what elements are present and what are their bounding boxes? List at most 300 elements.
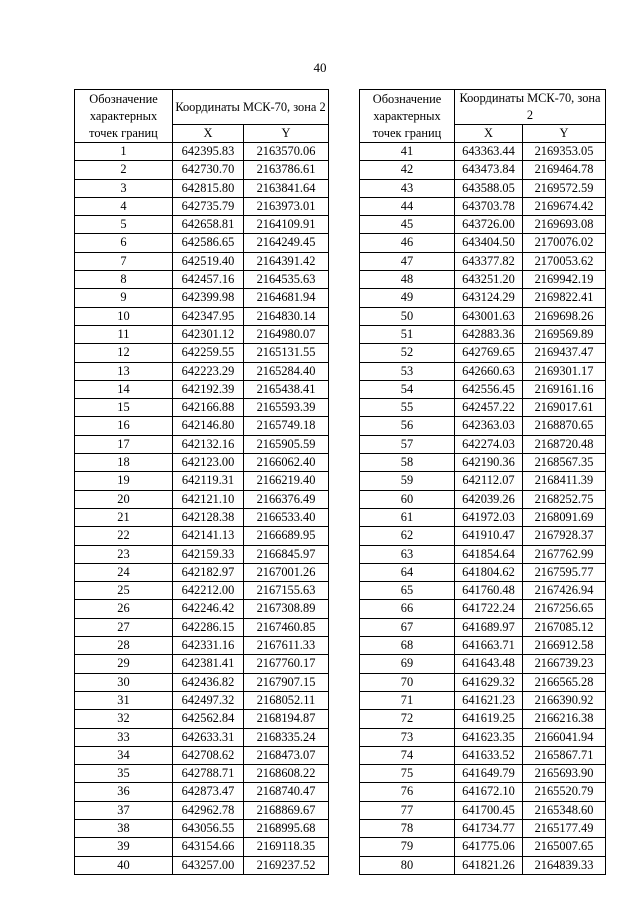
table-row xyxy=(360,325,606,343)
coord-y: 2167907.15 xyxy=(244,673,329,691)
table-row xyxy=(360,344,606,362)
table-row xyxy=(360,161,606,179)
table-row xyxy=(75,380,329,398)
point-number: 16 xyxy=(75,417,173,435)
coord-y: 2163570.06 xyxy=(244,143,329,161)
coord-y: 2168567.35 xyxy=(523,454,606,472)
coord-x: 642182.97 xyxy=(173,563,244,581)
coord-x: 642190.36 xyxy=(455,454,523,472)
coord-y: 2167460.85 xyxy=(244,618,329,636)
coord-y: 2169437.47 xyxy=(523,344,606,362)
coord-y: 2164681.94 xyxy=(244,289,329,307)
point-number: 77 xyxy=(360,801,455,819)
header-x: X xyxy=(455,125,523,143)
point-number: 75 xyxy=(360,765,455,783)
coord-y: 2165593.39 xyxy=(244,399,329,417)
table-row xyxy=(360,819,606,837)
coord-x: 643377.82 xyxy=(455,252,523,270)
header-coords-label: Координаты МСК-70, зона 2 xyxy=(173,90,329,125)
coord-x: 643588.05 xyxy=(455,179,523,197)
point-number: 27 xyxy=(75,618,173,636)
point-number: 78 xyxy=(360,819,455,837)
table-row xyxy=(75,435,329,453)
table-row xyxy=(360,765,606,783)
point-number: 29 xyxy=(75,655,173,673)
coord-y: 2166689.95 xyxy=(244,527,329,545)
table-row xyxy=(360,307,606,325)
point-number: 6 xyxy=(75,234,173,252)
coord-x: 643257.00 xyxy=(173,856,244,874)
coord-y: 2167760.17 xyxy=(244,655,329,673)
table-row xyxy=(75,179,329,197)
coord-y: 2166912.58 xyxy=(523,637,606,655)
point-number: 58 xyxy=(360,454,455,472)
table-row xyxy=(75,216,329,234)
table-row xyxy=(75,673,329,691)
coord-x: 642274.03 xyxy=(455,435,523,453)
coord-x: 642363.03 xyxy=(455,417,523,435)
coord-x: 642708.62 xyxy=(173,746,244,764)
header-point-label: Обозначение характерных точек границ xyxy=(75,90,173,143)
point-number: 46 xyxy=(360,234,455,252)
coord-x: 642246.42 xyxy=(173,600,244,618)
table-body-left xyxy=(75,143,329,875)
coord-y: 2170076.02 xyxy=(523,234,606,252)
page-number: 40 xyxy=(313,60,327,75)
point-number: 37 xyxy=(75,801,173,819)
coord-x: 643001.63 xyxy=(455,307,523,325)
table-row xyxy=(75,801,329,819)
table-row xyxy=(360,271,606,289)
table-row xyxy=(75,783,329,801)
coord-y: 2168473.07 xyxy=(244,746,329,764)
coord-x: 641621.23 xyxy=(455,691,523,709)
point-number: 53 xyxy=(360,362,455,380)
point-number: 48 xyxy=(360,271,455,289)
coord-x: 642586.65 xyxy=(173,234,244,252)
coord-y: 2169942.19 xyxy=(523,271,606,289)
point-number: 20 xyxy=(75,490,173,508)
point-number: 71 xyxy=(360,691,455,709)
coord-y: 2164249.45 xyxy=(244,234,329,252)
coord-y: 2168720.48 xyxy=(523,435,606,453)
table-row xyxy=(75,582,329,600)
point-number: 79 xyxy=(360,838,455,856)
point-number: 17 xyxy=(75,435,173,453)
coord-x: 641633.52 xyxy=(455,746,523,764)
table-row xyxy=(75,289,329,307)
point-number: 30 xyxy=(75,673,173,691)
coord-y: 2166845.97 xyxy=(244,545,329,563)
table-row xyxy=(75,856,329,874)
point-number: 68 xyxy=(360,637,455,655)
coord-x: 642119.31 xyxy=(173,472,244,490)
point-number: 26 xyxy=(75,600,173,618)
point-number: 3 xyxy=(75,179,173,197)
point-number: 23 xyxy=(75,545,173,563)
table-row xyxy=(360,673,606,691)
coord-y: 2165749.18 xyxy=(244,417,329,435)
coord-y: 2167308.89 xyxy=(244,600,329,618)
point-number: 57 xyxy=(360,435,455,453)
point-number: 69 xyxy=(360,655,455,673)
point-number: 7 xyxy=(75,252,173,270)
coord-x: 642301.12 xyxy=(173,325,244,343)
coord-y: 2166739.23 xyxy=(523,655,606,673)
coord-y: 2167001.26 xyxy=(244,563,329,581)
coord-x: 642457.16 xyxy=(173,271,244,289)
coord-x: 642146.80 xyxy=(173,417,244,435)
table-row xyxy=(75,545,329,563)
table-row xyxy=(360,710,606,728)
coord-y: 2169161.16 xyxy=(523,380,606,398)
coord-x: 641722.24 xyxy=(455,600,523,618)
table-row xyxy=(360,508,606,526)
coord-x: 641910.47 xyxy=(455,527,523,545)
coord-x: 641700.45 xyxy=(455,801,523,819)
coord-x: 642192.39 xyxy=(173,380,244,398)
coord-y: 2169353.05 xyxy=(523,143,606,161)
table-row xyxy=(360,582,606,600)
table-row xyxy=(75,637,329,655)
table-row xyxy=(360,600,606,618)
coord-x: 642658.81 xyxy=(173,216,244,234)
point-number: 21 xyxy=(75,508,173,526)
coord-y: 2168869.67 xyxy=(244,801,329,819)
table-row xyxy=(75,197,329,215)
table-row xyxy=(360,527,606,545)
table-row xyxy=(360,454,606,472)
coord-y: 2165520.79 xyxy=(523,783,606,801)
coord-x: 643473.84 xyxy=(455,161,523,179)
table-row xyxy=(360,362,606,380)
table-row xyxy=(75,490,329,508)
coord-x: 641643.48 xyxy=(455,655,523,673)
point-number: 24 xyxy=(75,563,173,581)
point-number: 2 xyxy=(75,161,173,179)
point-number: 63 xyxy=(360,545,455,563)
point-number: 39 xyxy=(75,838,173,856)
point-number: 43 xyxy=(360,179,455,197)
coord-x: 642436.82 xyxy=(173,673,244,691)
coord-y: 2167762.99 xyxy=(523,545,606,563)
point-number: 19 xyxy=(75,472,173,490)
table-row xyxy=(360,746,606,764)
point-number: 5 xyxy=(75,216,173,234)
coord-x: 641623.35 xyxy=(455,728,523,746)
point-number: 28 xyxy=(75,637,173,655)
table-row xyxy=(360,417,606,435)
coord-x: 643154.66 xyxy=(173,838,244,856)
coord-x: 642633.31 xyxy=(173,728,244,746)
point-number: 40 xyxy=(75,856,173,874)
table-row xyxy=(75,819,329,837)
coord-y: 2168411.39 xyxy=(523,472,606,490)
point-number: 8 xyxy=(75,271,173,289)
coord-x: 641629.32 xyxy=(455,673,523,691)
table-row xyxy=(75,655,329,673)
table-row xyxy=(75,325,329,343)
coord-y: 2169569.89 xyxy=(523,325,606,343)
coord-y: 2167611.33 xyxy=(244,637,329,655)
coord-x: 641689.97 xyxy=(455,618,523,636)
point-number: 51 xyxy=(360,325,455,343)
table-row xyxy=(360,197,606,215)
coord-x: 643726.00 xyxy=(455,216,523,234)
table-row xyxy=(360,252,606,270)
coord-y: 2168091.69 xyxy=(523,508,606,526)
coord-y: 2168335.24 xyxy=(244,728,329,746)
point-number: 65 xyxy=(360,582,455,600)
point-number: 44 xyxy=(360,197,455,215)
point-number: 59 xyxy=(360,472,455,490)
table-row xyxy=(360,234,606,252)
coord-x: 641619.25 xyxy=(455,710,523,728)
header-coords-label: Координаты МСК-70, зона 2 xyxy=(455,90,606,125)
header-y: Y xyxy=(244,125,329,143)
table-row xyxy=(360,563,606,581)
coord-y: 2165177.49 xyxy=(523,819,606,837)
coord-x: 641804.62 xyxy=(455,563,523,581)
coord-y: 2163973.01 xyxy=(244,197,329,215)
table-row xyxy=(75,728,329,746)
coord-y: 2166376.49 xyxy=(244,490,329,508)
coord-x: 641760.48 xyxy=(455,582,523,600)
coord-y: 2168740.47 xyxy=(244,783,329,801)
table-row xyxy=(75,765,329,783)
coord-x: 642286.15 xyxy=(173,618,244,636)
point-number: 25 xyxy=(75,582,173,600)
coord-y: 2168194.87 xyxy=(244,710,329,728)
table-row xyxy=(360,783,606,801)
point-number: 10 xyxy=(75,307,173,325)
point-number: 31 xyxy=(75,691,173,709)
point-number: 61 xyxy=(360,508,455,526)
coord-x: 642815.80 xyxy=(173,179,244,197)
coord-y: 2168870.65 xyxy=(523,417,606,435)
coord-x: 642883.36 xyxy=(455,325,523,343)
coord-x: 641972.03 xyxy=(455,508,523,526)
coord-y: 2165348.60 xyxy=(523,801,606,819)
point-number: 76 xyxy=(360,783,455,801)
table-row xyxy=(360,143,606,161)
coord-y: 2167928.37 xyxy=(523,527,606,545)
coord-y: 2169693.08 xyxy=(523,216,606,234)
table-row xyxy=(75,508,329,526)
coordinates-table-right xyxy=(359,89,606,875)
table-row xyxy=(360,490,606,508)
coord-x: 643363.44 xyxy=(455,143,523,161)
coord-x: 643404.50 xyxy=(455,234,523,252)
table-row xyxy=(75,563,329,581)
coord-y: 2164839.33 xyxy=(523,856,606,874)
point-number: 14 xyxy=(75,380,173,398)
coord-x: 641854.64 xyxy=(455,545,523,563)
table-row xyxy=(75,252,329,270)
table-row xyxy=(360,545,606,563)
point-number: 18 xyxy=(75,454,173,472)
table-row xyxy=(360,856,606,874)
coord-y: 2166390.92 xyxy=(523,691,606,709)
coord-x: 642212.00 xyxy=(173,582,244,600)
coord-x: 642497.32 xyxy=(173,691,244,709)
coord-x: 642141.13 xyxy=(173,527,244,545)
point-number: 33 xyxy=(75,728,173,746)
point-number: 1 xyxy=(75,143,173,161)
coord-y: 2169118.35 xyxy=(244,838,329,856)
point-number: 60 xyxy=(360,490,455,508)
point-number: 67 xyxy=(360,618,455,636)
coord-y: 2165867.71 xyxy=(523,746,606,764)
coord-x: 642347.95 xyxy=(173,307,244,325)
coord-x: 642735.79 xyxy=(173,197,244,215)
point-number: 47 xyxy=(360,252,455,270)
coord-y: 2169674.42 xyxy=(523,197,606,215)
coord-y: 2167155.63 xyxy=(244,582,329,600)
table-row xyxy=(75,161,329,179)
coord-x: 642223.29 xyxy=(173,362,244,380)
table-row xyxy=(75,710,329,728)
coord-y: 2163841.64 xyxy=(244,179,329,197)
coord-y: 2165007.65 xyxy=(523,838,606,856)
coord-x: 642769.65 xyxy=(455,344,523,362)
point-number: 80 xyxy=(360,856,455,874)
coord-x: 643056.55 xyxy=(173,819,244,837)
point-number: 64 xyxy=(360,563,455,581)
coordinates-table-left xyxy=(74,89,329,875)
point-number: 50 xyxy=(360,307,455,325)
table-row xyxy=(360,179,606,197)
table-row xyxy=(75,307,329,325)
coord-y: 2167595.77 xyxy=(523,563,606,581)
table-row xyxy=(75,399,329,417)
point-number: 42 xyxy=(360,161,455,179)
point-number: 74 xyxy=(360,746,455,764)
point-number: 62 xyxy=(360,527,455,545)
coord-x: 643124.29 xyxy=(455,289,523,307)
point-number: 15 xyxy=(75,399,173,417)
coord-x: 642873.47 xyxy=(173,783,244,801)
table-row xyxy=(360,637,606,655)
table-row xyxy=(75,454,329,472)
table-row xyxy=(360,435,606,453)
coord-x: 642128.38 xyxy=(173,508,244,526)
coord-y: 2166219.40 xyxy=(244,472,329,490)
header-y: Y xyxy=(523,125,606,143)
coord-x: 641672.10 xyxy=(455,783,523,801)
coord-y: 2164391.42 xyxy=(244,252,329,270)
point-number: 72 xyxy=(360,710,455,728)
table-row xyxy=(360,801,606,819)
point-number: 13 xyxy=(75,362,173,380)
coord-x: 641821.26 xyxy=(455,856,523,874)
table-row xyxy=(360,838,606,856)
coord-x: 641663.71 xyxy=(455,637,523,655)
coord-x: 642556.45 xyxy=(455,380,523,398)
coord-x: 642259.55 xyxy=(173,344,244,362)
coord-x: 642660.63 xyxy=(455,362,523,380)
coord-y: 2165438.41 xyxy=(244,380,329,398)
coord-x: 641775.06 xyxy=(455,838,523,856)
table-row xyxy=(360,472,606,490)
coord-y: 2169464.78 xyxy=(523,161,606,179)
coord-y: 2166565.28 xyxy=(523,673,606,691)
point-number: 12 xyxy=(75,344,173,362)
table-row xyxy=(75,472,329,490)
table-row xyxy=(75,527,329,545)
coord-x: 642399.98 xyxy=(173,289,244,307)
point-number: 56 xyxy=(360,417,455,435)
header-x: X xyxy=(173,125,244,143)
table-row xyxy=(360,399,606,417)
point-number: 52 xyxy=(360,344,455,362)
table-body-right xyxy=(360,143,606,875)
point-number: 41 xyxy=(360,143,455,161)
point-number: 55 xyxy=(360,399,455,417)
table-row xyxy=(75,600,329,618)
coord-y: 2165284.40 xyxy=(244,362,329,380)
coord-y: 2164109.91 xyxy=(244,216,329,234)
point-number: 36 xyxy=(75,783,173,801)
coord-x: 642519.40 xyxy=(173,252,244,270)
coord-y: 2168252.75 xyxy=(523,490,606,508)
coord-x: 642562.84 xyxy=(173,710,244,728)
coord-x: 641649.79 xyxy=(455,765,523,783)
point-number: 4 xyxy=(75,197,173,215)
coord-x: 642112.07 xyxy=(455,472,523,490)
coord-y: 2167426.94 xyxy=(523,582,606,600)
coord-x: 642132.16 xyxy=(173,435,244,453)
coord-x: 642730.70 xyxy=(173,161,244,179)
point-number: 54 xyxy=(360,380,455,398)
coord-y: 2164535.63 xyxy=(244,271,329,289)
coord-y: 2165131.55 xyxy=(244,344,329,362)
table-row xyxy=(75,143,329,161)
coord-y: 2169822.41 xyxy=(523,289,606,307)
table-row xyxy=(75,362,329,380)
coord-y: 2166062.40 xyxy=(244,454,329,472)
point-number: 11 xyxy=(75,325,173,343)
point-number: 45 xyxy=(360,216,455,234)
coord-y: 2163786.61 xyxy=(244,161,329,179)
point-number: 66 xyxy=(360,600,455,618)
coord-y: 2169572.59 xyxy=(523,179,606,197)
coord-x: 642121.10 xyxy=(173,490,244,508)
coord-y: 2164980.07 xyxy=(244,325,329,343)
point-number: 73 xyxy=(360,728,455,746)
coord-x: 642123.00 xyxy=(173,454,244,472)
coord-y: 2164830.14 xyxy=(244,307,329,325)
coord-y: 2165693.90 xyxy=(523,765,606,783)
coord-x: 642331.16 xyxy=(173,637,244,655)
table-row xyxy=(360,618,606,636)
coord-y: 2167256.65 xyxy=(523,600,606,618)
header-point-label: Обозначение характерных точек границ xyxy=(360,90,455,143)
coord-y: 2166533.40 xyxy=(244,508,329,526)
coord-y: 2166216.38 xyxy=(523,710,606,728)
coord-x: 642166.88 xyxy=(173,399,244,417)
table-row xyxy=(75,344,329,362)
coord-y: 2167085.12 xyxy=(523,618,606,636)
point-number: 22 xyxy=(75,527,173,545)
coord-x: 643703.78 xyxy=(455,197,523,215)
point-number: 9 xyxy=(75,289,173,307)
table-row xyxy=(360,216,606,234)
coord-y: 2169698.26 xyxy=(523,307,606,325)
point-number: 70 xyxy=(360,673,455,691)
point-number: 35 xyxy=(75,765,173,783)
point-number: 32 xyxy=(75,710,173,728)
